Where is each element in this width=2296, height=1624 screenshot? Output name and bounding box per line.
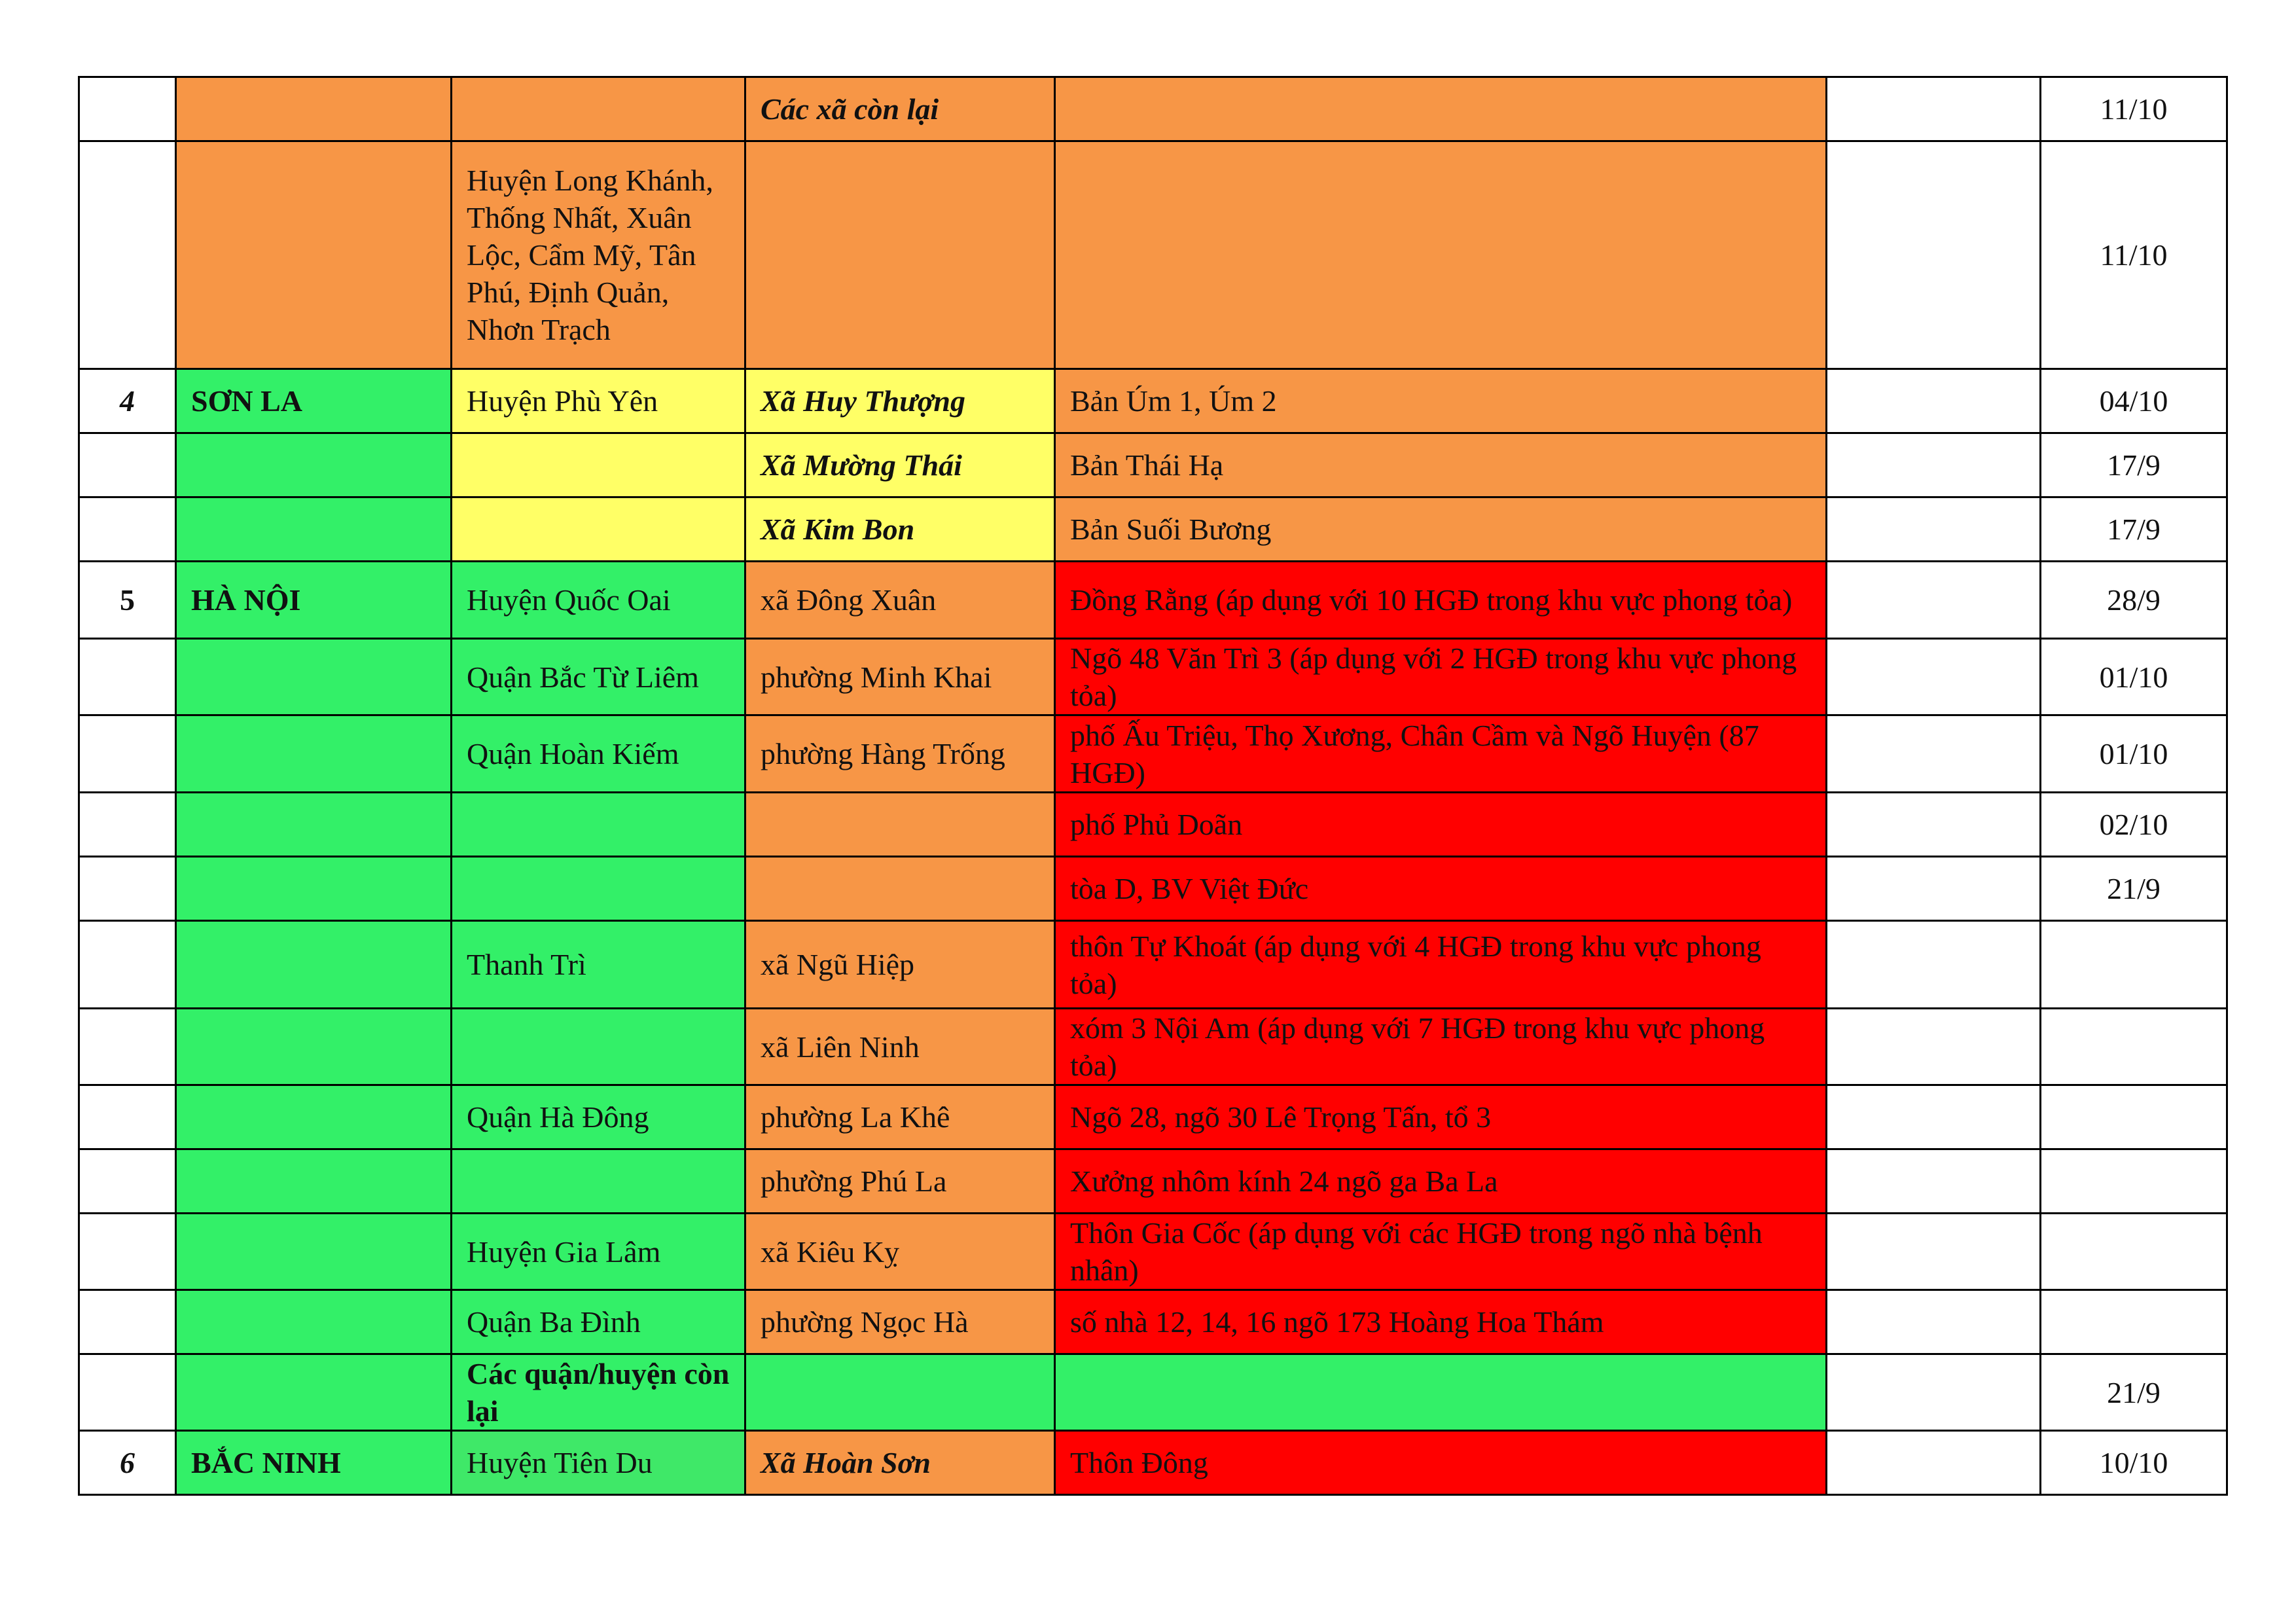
province-cell bbox=[176, 1214, 452, 1290]
area-cell: Ngõ 48 Văn Trì 3 (áp dụng với 2 HGĐ trong khu vực phong tỏa) bbox=[1055, 639, 1827, 715]
date-cell: 28/9 bbox=[2041, 562, 2227, 639]
note-cell bbox=[1827, 562, 2041, 639]
date-cell: 11/10 bbox=[2041, 141, 2227, 369]
province-cell: SƠN LA bbox=[176, 369, 452, 433]
district-cell bbox=[452, 793, 745, 857]
commune-cell: Xã Mường Thái bbox=[745, 433, 1055, 497]
area-cell: Bản Suối Bương bbox=[1055, 497, 1827, 562]
commune-cell: Xã Huy Thượng bbox=[745, 369, 1055, 433]
district-cell: Thanh Trì bbox=[452, 921, 745, 1009]
province-cell bbox=[176, 433, 452, 497]
note-cell bbox=[1827, 1214, 2041, 1290]
area-cell: Bản Thái Hạ bbox=[1055, 433, 1827, 497]
commune-cell: Các xã còn lại bbox=[745, 77, 1055, 141]
district-cell: Huyện Gia Lâm bbox=[452, 1214, 745, 1290]
stt-cell bbox=[79, 1009, 176, 1085]
area-cell: phố Phủ Doãn bbox=[1055, 793, 1827, 857]
commune-cell: phường La Khê bbox=[745, 1085, 1055, 1149]
area-cell bbox=[1055, 141, 1827, 369]
district-cell bbox=[452, 497, 745, 562]
date-cell: 10/10 bbox=[2041, 1431, 2227, 1495]
table-row bbox=[79, 1085, 2227, 1149]
stt-cell bbox=[79, 857, 176, 921]
page-sheet bbox=[78, 76, 2228, 1496]
date-cell bbox=[2041, 1290, 2227, 1354]
note-cell bbox=[1827, 1149, 2041, 1214]
commune-cell: phường Ngọc Hà bbox=[745, 1290, 1055, 1354]
table-row bbox=[79, 793, 2227, 857]
note-cell bbox=[1827, 497, 2041, 562]
date-cell bbox=[2041, 1009, 2227, 1085]
district-cell bbox=[452, 1009, 745, 1085]
date-cell: 01/10 bbox=[2041, 715, 2227, 793]
table-row bbox=[79, 562, 2227, 639]
area-cell: xóm 3 Nội Am (áp dụng với 7 HGĐ trong khu vực phong tỏa) bbox=[1055, 1009, 1827, 1085]
area-cell: Bản Úm 1, Úm 2 bbox=[1055, 369, 1827, 433]
table-row bbox=[79, 921, 2227, 1009]
province-cell bbox=[176, 497, 452, 562]
note-cell bbox=[1827, 1354, 2041, 1431]
date-cell: 17/9 bbox=[2041, 433, 2227, 497]
commune-cell bbox=[745, 141, 1055, 369]
note-cell bbox=[1827, 715, 2041, 793]
district-cell: Quận Ba Đình bbox=[452, 1290, 745, 1354]
table-row bbox=[79, 497, 2227, 562]
province-cell: BẮC NINH bbox=[176, 1431, 452, 1495]
area-cell: Ngõ 28, ngõ 30 Lê Trọng Tấn, tổ 3 bbox=[1055, 1085, 1827, 1149]
table-row bbox=[79, 77, 2227, 141]
area-cell: phố Ấu Triệu, Thọ Xương, Chân Cầm và Ngõ Huyện (87 HGĐ) bbox=[1055, 715, 1827, 793]
district-cell: Các quận/huyện còn lại bbox=[452, 1354, 745, 1431]
date-cell: 11/10 bbox=[2041, 77, 2227, 141]
province-cell bbox=[176, 715, 452, 793]
date-cell: 21/9 bbox=[2041, 857, 2227, 921]
district-cell bbox=[452, 857, 745, 921]
province-cell bbox=[176, 1009, 452, 1085]
commune-cell bbox=[745, 1354, 1055, 1431]
note-cell bbox=[1827, 921, 2041, 1009]
district-cell: Quận Bắc Từ Liêm bbox=[452, 639, 745, 715]
date-cell bbox=[2041, 1085, 2227, 1149]
district-cell: Huyện Long Khánh, Thống Nhất, Xuân Lộc, Cẩm Mỹ, Tân Phú, Định Quản, Nhơn Trạch bbox=[452, 141, 745, 369]
date-cell bbox=[2041, 921, 2227, 1009]
stt-cell: 6 bbox=[79, 1431, 176, 1495]
area-cell: Đồng Rằng (áp dụng với 10 HGĐ trong khu vực phong tỏa) bbox=[1055, 562, 1827, 639]
commune-cell: xã Đông Xuân bbox=[745, 562, 1055, 639]
table-row bbox=[79, 1354, 2227, 1431]
note-cell bbox=[1827, 857, 2041, 921]
note-cell bbox=[1827, 1085, 2041, 1149]
stt-cell bbox=[79, 1354, 176, 1431]
area-cell: số nhà 12, 14, 16 ngõ 173 Hoàng Hoa Thám bbox=[1055, 1290, 1827, 1354]
province-cell bbox=[176, 639, 452, 715]
date-cell: 21/9 bbox=[2041, 1354, 2227, 1431]
district-cell bbox=[452, 433, 745, 497]
note-cell bbox=[1827, 639, 2041, 715]
commune-cell: phường Minh Khai bbox=[745, 639, 1055, 715]
area-cell: tòa D, BV Việt Đức bbox=[1055, 857, 1827, 921]
commune-cell bbox=[745, 793, 1055, 857]
area-cell: Thôn Đông bbox=[1055, 1431, 1827, 1495]
district-cell bbox=[452, 1149, 745, 1214]
table-row bbox=[79, 141, 2227, 369]
stt-cell bbox=[79, 793, 176, 857]
commune-cell: xã Liên Ninh bbox=[745, 1009, 1055, 1085]
province-cell bbox=[176, 1354, 452, 1431]
table-row bbox=[79, 369, 2227, 433]
stt-cell: 4 bbox=[79, 369, 176, 433]
table-row bbox=[79, 1149, 2227, 1214]
district-cell bbox=[452, 77, 745, 141]
area-cell bbox=[1055, 77, 1827, 141]
table-row bbox=[79, 1431, 2227, 1495]
stt-cell bbox=[79, 433, 176, 497]
commune-cell: phường Phú La bbox=[745, 1149, 1055, 1214]
commune-cell bbox=[745, 857, 1055, 921]
stt-cell bbox=[79, 715, 176, 793]
stt-cell bbox=[79, 497, 176, 562]
area-cell: thôn Tự Khoát (áp dụng với 4 HGĐ trong khu vực phong tỏa) bbox=[1055, 921, 1827, 1009]
table-row bbox=[79, 433, 2227, 497]
date-cell bbox=[2041, 1149, 2227, 1214]
table-row bbox=[79, 715, 2227, 793]
commune-cell: Xã Hoàn Sơn bbox=[745, 1431, 1055, 1495]
area-cell: Xưởng nhôm kính 24 ngõ ga Ba La bbox=[1055, 1149, 1827, 1214]
stt-cell bbox=[79, 77, 176, 141]
province-cell bbox=[176, 141, 452, 369]
stt-cell bbox=[79, 1290, 176, 1354]
table-row bbox=[79, 1009, 2227, 1085]
district-cell: Huyện Tiên Du bbox=[452, 1431, 745, 1495]
province-cell bbox=[176, 77, 452, 141]
province-cell bbox=[176, 1085, 452, 1149]
zone-table bbox=[78, 76, 2228, 1496]
date-cell: 01/10 bbox=[2041, 639, 2227, 715]
district-cell: Quận Hà Đông bbox=[452, 1085, 745, 1149]
note-cell bbox=[1827, 369, 2041, 433]
note-cell bbox=[1827, 793, 2041, 857]
province-cell bbox=[176, 1290, 452, 1354]
date-cell: 17/9 bbox=[2041, 497, 2227, 562]
province-cell: HÀ NỘI bbox=[176, 562, 452, 639]
stt-cell bbox=[79, 639, 176, 715]
province-cell bbox=[176, 921, 452, 1009]
note-cell bbox=[1827, 77, 2041, 141]
commune-cell: phường Hàng Trống bbox=[745, 715, 1055, 793]
date-cell: 02/10 bbox=[2041, 793, 2227, 857]
table-row bbox=[79, 1290, 2227, 1354]
table-row bbox=[79, 1214, 2227, 1290]
province-cell bbox=[176, 793, 452, 857]
province-cell bbox=[176, 857, 452, 921]
district-cell: Huyện Phù Yên bbox=[452, 369, 745, 433]
district-cell: Huyện Quốc Oai bbox=[452, 562, 745, 639]
note-cell bbox=[1827, 1009, 2041, 1085]
stt-cell bbox=[79, 141, 176, 369]
date-cell: 04/10 bbox=[2041, 369, 2227, 433]
district-cell: Quận Hoàn Kiếm bbox=[452, 715, 745, 793]
note-cell bbox=[1827, 141, 2041, 369]
table-row bbox=[79, 857, 2227, 921]
note-cell bbox=[1827, 1290, 2041, 1354]
note-cell bbox=[1827, 1431, 2041, 1495]
stt-cell bbox=[79, 1214, 176, 1290]
stt-cell bbox=[79, 1085, 176, 1149]
province-cell bbox=[176, 1149, 452, 1214]
stt-cell bbox=[79, 1149, 176, 1214]
commune-cell: Xã Kim Bon bbox=[745, 497, 1055, 562]
date-cell bbox=[2041, 1214, 2227, 1290]
stt-cell: 5 bbox=[79, 562, 176, 639]
area-cell: Thôn Gia Cốc (áp dụng với các HGĐ trong ngõ nhà bệnh nhân) bbox=[1055, 1214, 1827, 1290]
commune-cell: xã Kiêu Kỵ bbox=[745, 1214, 1055, 1290]
area-cell bbox=[1055, 1354, 1827, 1431]
note-cell bbox=[1827, 433, 2041, 497]
stt-cell bbox=[79, 921, 176, 1009]
table-row bbox=[79, 639, 2227, 715]
commune-cell: xã Ngũ Hiệp bbox=[745, 921, 1055, 1009]
